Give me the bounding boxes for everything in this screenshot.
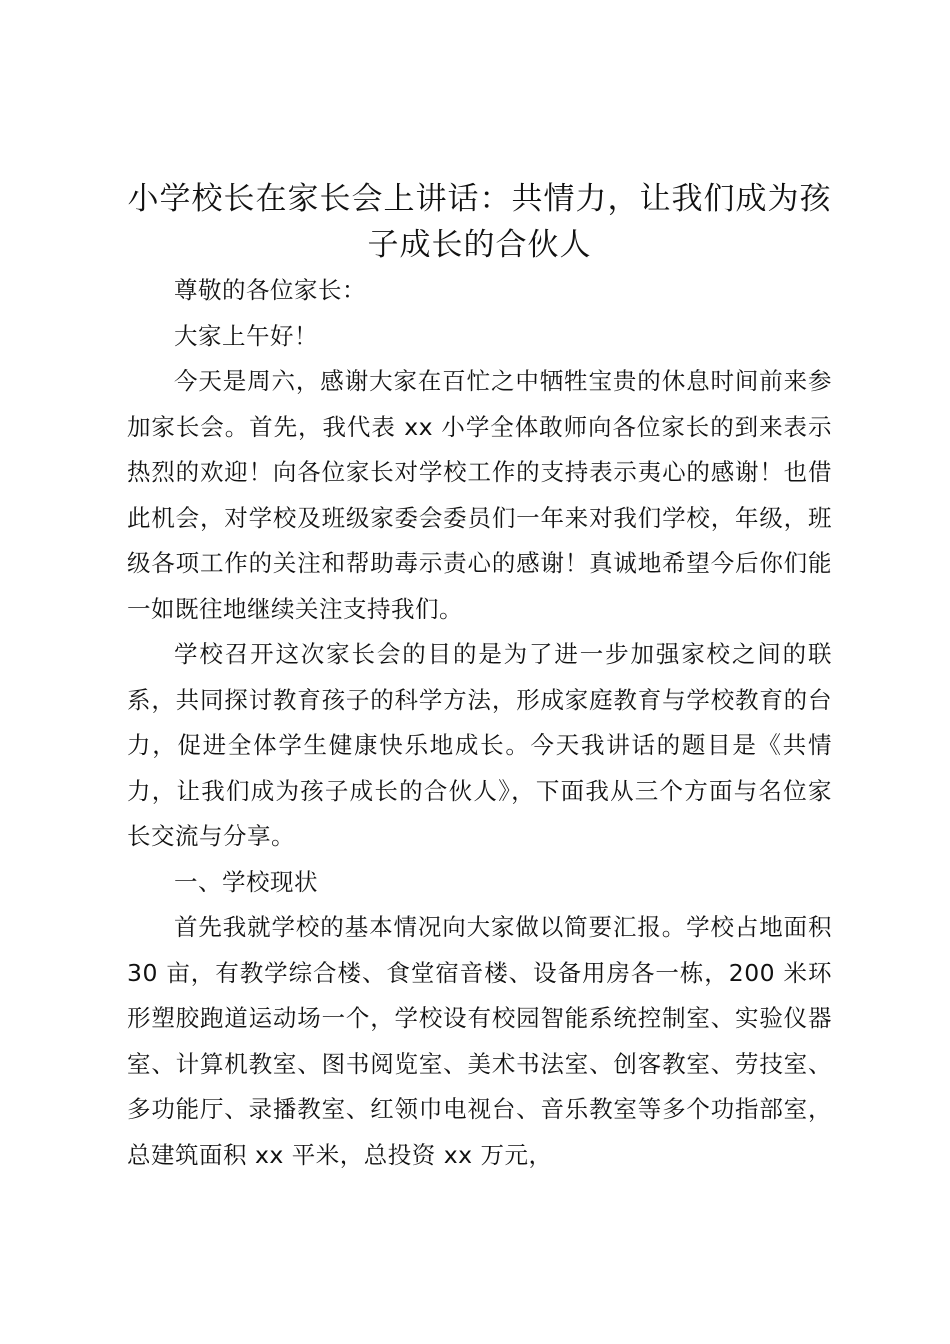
- section-heading: 一、学校现状: [174, 867, 318, 896]
- paragraph-thanks: 今天是周六，感谢大家在百忙之中牺牲宝贵的休息时间前来参加家长会。首先，我代表 xx 小学全体敢师向各位家长的到来表示热烈的欢迎！向各位家长对学校工作的支持表示夷心的感谢！也借此机会，对学校及班级家委会委员们一年来对我们学校，年级，班级各项工作的关注和帮助毒示责心的感谢！真诚地希望今后你们能一如既往地继续关注支持我们。: [127, 367, 832, 623]
- salutation: 尊敬的各位家长：: [174, 276, 366, 304]
- document-title: 小学校长在家长会上讲话：共情力，让我们成为孩子成长的合伙人: [127, 181, 832, 263]
- document-page: [127, 176, 832, 1178]
- paragraph-school-status: 首先我就学校的基本情况向大家做以简要汇报。学校占地面积 30 亩，有教学综合楼、食堂宿音楼、设备用房各一栋，200 米环形塑胶跑道运动场一个，学校设有校园智能系统控制室、实验仪器室、计算机教室、图书阅览室、美术书法室、创客教室、劳技室、多功能厅、录播教室、红领巾电视台、音乐教室等多个功指部室，总建筑面积 xx 平米，总投资 xx 万元，: [127, 913, 832, 1169]
- greeting: 大家上午好！: [174, 321, 318, 350]
- paragraph-purpose: 学校召开这次家长会的目的是为了进一步加强家校之间的联系，共同探讨教育孩子的科学方法，形成家庭教育与学校教育的台力，促进全体学生健康快乐地成长。今天我讲话的题目是《共情力，让我们成为孩子成长的合伙人》，下面我从三个方面与名位家长交流与分享。: [127, 640, 832, 850]
